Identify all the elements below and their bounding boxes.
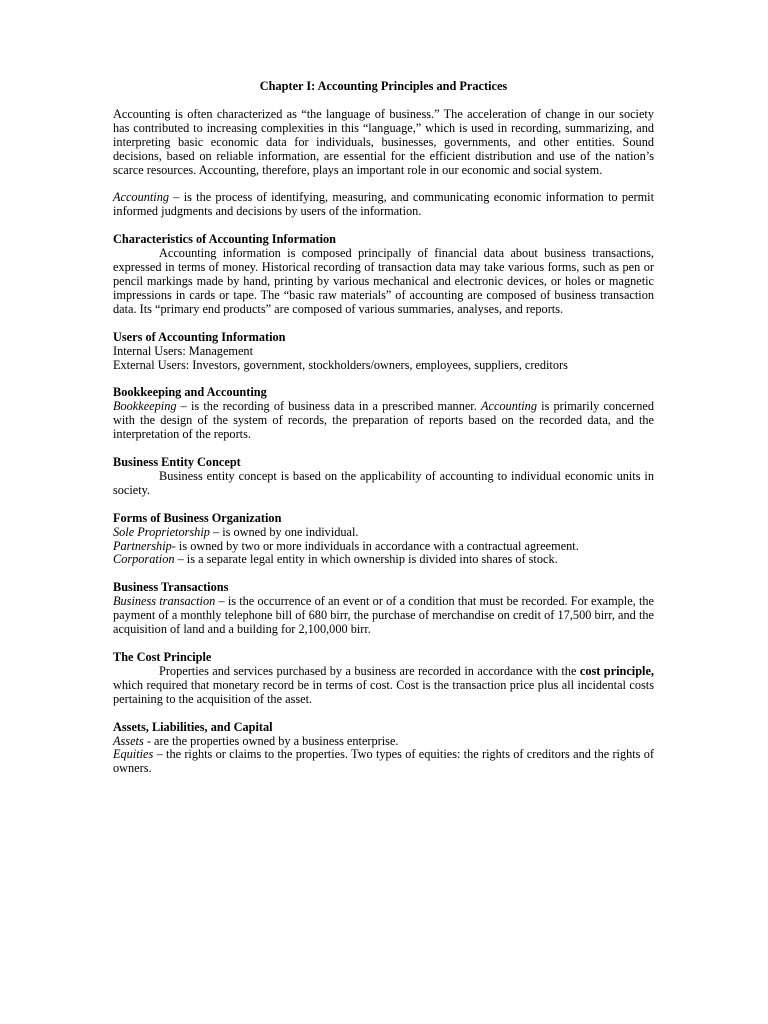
cost-text-1: Properties and services purchased by a business are recorded in accordance with the <box>159 663 580 678</box>
equities-text: – the rights or claims to the properties. Two types of equities: the rights of creditors and the rights of owners. <box>113 747 654 776</box>
sole-term: Sole Proprietorship <box>113 524 210 539</box>
bookkeeping-text <box>113 400 654 442</box>
entity-section <box>113 456 654 498</box>
partnership-term: Partnership- <box>113 538 176 553</box>
transaction-term: Business transaction <box>113 594 216 609</box>
equities-term: Equities <box>113 747 154 762</box>
assets-section <box>113 721 654 777</box>
intro-paragraph: Accounting is often characterized as “the language of business.” The acceleration of change in our society has contributed to increasing complexities in this “language,” which is used in recording, summarizing, and interpreting basic economic data for individuals, businesses, governments, and other entities. Sound decisions, based on reliable information, are essential for the efficient distribution and use of the nation’s scarce resources. Accounting, therefore, plays an important role in our economic and social system. <box>113 106 654 177</box>
sole-proprietorship <box>113 526 654 540</box>
transactions-heading: Business Transactions <box>113 580 229 595</box>
bookkeeping-term: Bookkeeping <box>113 399 177 414</box>
assets-text: - are the properties owned by a business enterprise. <box>143 733 399 748</box>
corporation-term: Corporation <box>113 552 175 567</box>
accounting-term: Accounting <box>113 190 170 205</box>
assets-term: Assets <box>113 733 144 748</box>
accounting-definition-text: is the process of identifying, measuring, and communicating economic information to permit informed judgments and decisions by users of the information. <box>113 190 654 219</box>
bookkeeping-text-2: is primarily concerned with the design of the system of records, the preparation of reports based on the recorded data, and the interpretation of the reports. <box>113 399 654 442</box>
cost-text-2: which required that monetary record be in terms of cost. Cost is the transaction price plus all incidental costs pertaining to the acquisition of the asset. <box>113 677 654 706</box>
characteristics-section <box>113 233 654 316</box>
entity-text: Business entity concept is based on the applicability of accounting to individual economic units in society. <box>113 468 654 497</box>
cost-principle-bold: cost principle, <box>579 663 654 678</box>
transactions-text <box>113 595 654 637</box>
accounting-term-2: Accounting <box>480 399 537 414</box>
external-users: External Users: Investors, government, stockholders/owners, employees, suppliers, creditors <box>113 357 568 372</box>
users-heading: Users of Accounting Information <box>113 329 286 344</box>
transaction-text: – is the occurrence of an event or of a condition that must be recorded. For example, the payment of a monthly telephone bill of 680 birr, the purchase of merchandise on credit of 17,500 birr, and the acquisition of land and a building for 2,100,000 birr. <box>113 594 654 637</box>
users-section <box>113 331 654 373</box>
cost-heading: The Cost Principle <box>113 650 212 664</box>
document-page <box>113 80 654 790</box>
assets-definition <box>113 735 654 749</box>
page-title: Chapter I: Accounting Principles and Practices <box>259 79 508 93</box>
bookkeeping-section <box>113 386 654 442</box>
bookkeeping-text-1: – is the recording of business data in a prescribed manner. <box>176 399 481 414</box>
entity-heading: Business Entity Concept <box>113 455 241 470</box>
characteristics-text: Accounting information is composed principally of financial data about business transactions, expressed in terms of money. Historical recording of transaction data may take various forms, such as pen or pencil markings made by hand, printing by various mechanical and electronic devices, or holes or magnetic impressions in cards or tape. The “basic raw materials” of accounting are composed of business transaction data. Its “primary end products” are composed of various summaries, analyses, and reports. <box>113 246 654 316</box>
cost-text <box>113 665 654 707</box>
assets-heading: Assets, Liabilities, and Capital <box>113 719 273 734</box>
accounting-definition <box>113 191 654 219</box>
equities-definition <box>113 748 654 776</box>
corporation-text: – is a separate legal entity in which ownership is divided into shares of stock. <box>174 552 558 567</box>
forms-heading: Forms of Business Organization <box>113 510 282 525</box>
characteristics-heading: Characteristics of Accounting Information <box>113 232 337 247</box>
cost-section <box>113 651 654 707</box>
internal-users: Internal Users: Management <box>113 343 253 358</box>
partnership <box>113 540 654 554</box>
accounting-dash: – <box>169 190 184 205</box>
corporation <box>113 553 654 567</box>
partnership-text: is owned by two or more individuals in accordance with a contractual agreement. <box>175 538 579 553</box>
transactions-section <box>113 581 654 637</box>
bookkeeping-heading: Bookkeeping and Accounting <box>113 385 267 400</box>
forms-section <box>113 512 654 568</box>
sole-text: – is owned by one individual. <box>209 524 359 539</box>
